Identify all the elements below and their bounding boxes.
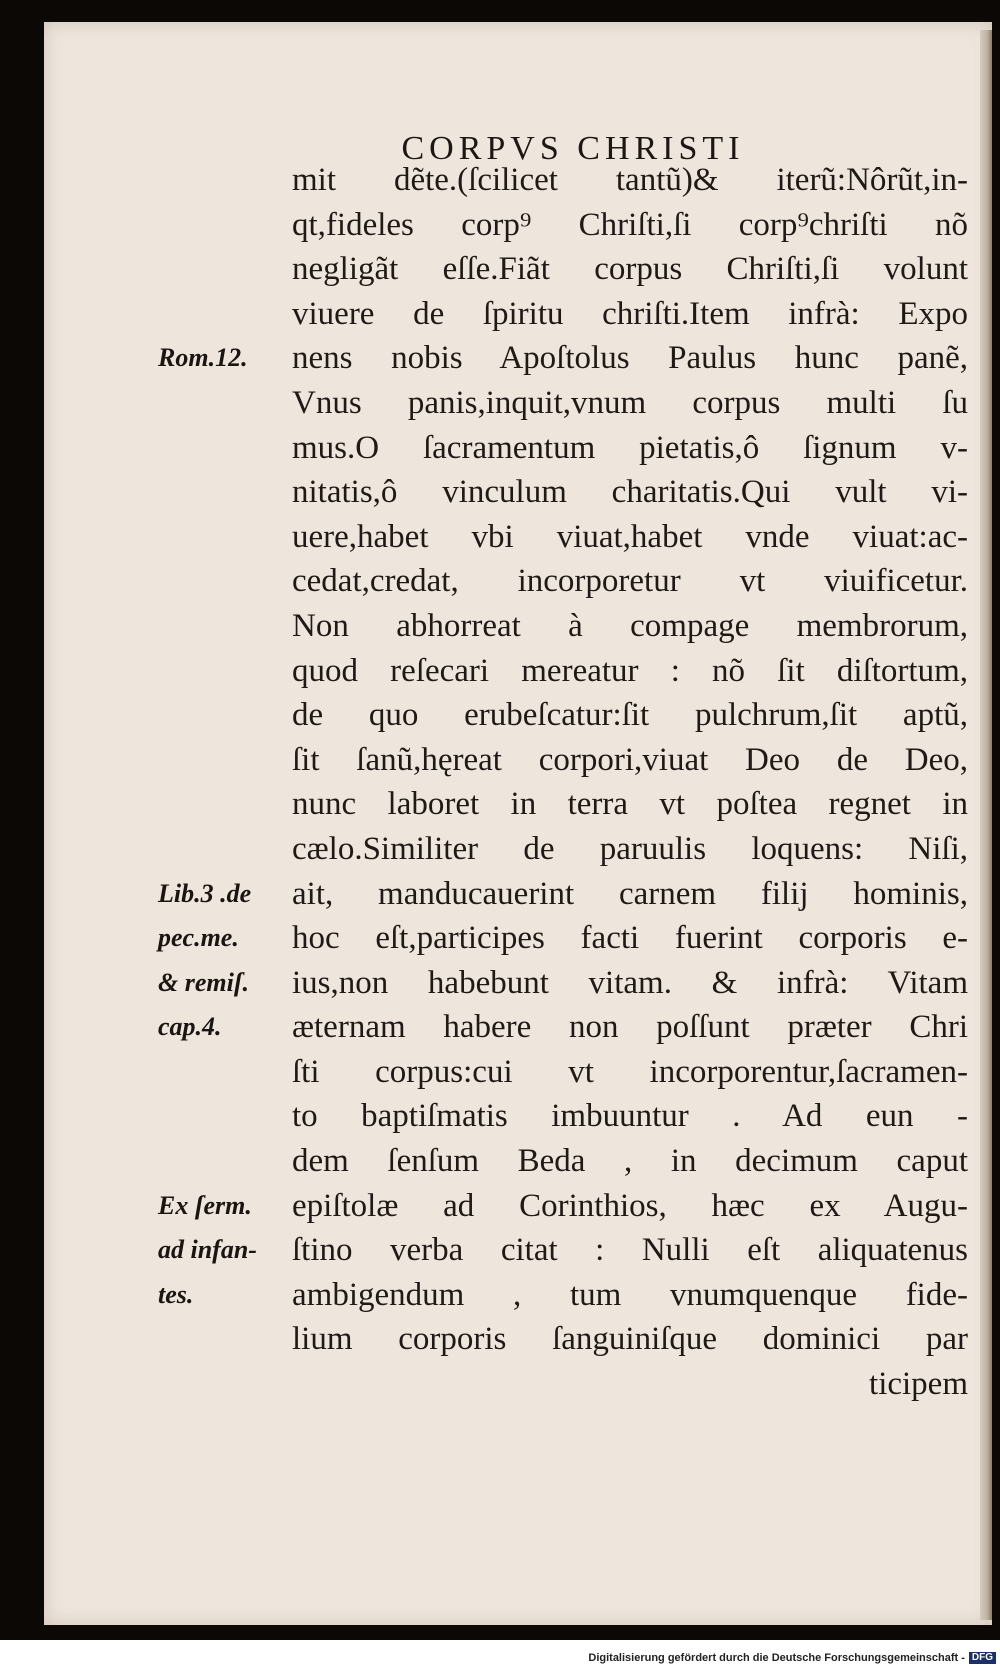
text-line: uere,habet vbi viuat,habet vnde viuat:ac- xyxy=(292,518,968,555)
text-line: ſit ſanũ,hęreat corpori,viuat Deo de Deo, xyxy=(292,741,968,778)
margin-note: Ex ſerm. xyxy=(158,1190,252,1220)
text-line: nunc laboret in terra vt poſtea regnet in xyxy=(292,786,968,823)
text-line: negligãt eſſe.Fiãt corpus Chriſti,ſi volunt xyxy=(292,251,968,288)
page-edge xyxy=(980,30,992,1620)
text-line: de quo erubeſcatur:ſit pulchrum,ſit aptũ, xyxy=(292,697,968,734)
text-line: cælo.Similiter de paruulis loquens: Niſi, xyxy=(292,830,968,867)
body-text xyxy=(292,158,968,1407)
text-line: mit dẽte.(ſcilicet tantũ)& iterũ:Nôrũt,in- xyxy=(292,162,968,198)
text-line: ait, manducauerint carnem filij hominis, xyxy=(292,875,968,912)
text-line: ius,non habebunt vitam. & infrà: Vitam xyxy=(292,964,968,1001)
margin-note: ad infan- xyxy=(158,1235,257,1265)
text-line: æternam habere non poſſunt præter Chri xyxy=(292,1009,968,1046)
text-line: epiſtolæ ad Corinthios, hæc ex Augu- xyxy=(292,1187,968,1224)
dfg-logo-icon: DFG xyxy=(969,1652,996,1664)
text-line: cedat,credat, incorporetur vt viuificetur. xyxy=(292,563,968,600)
text-line: ambigendum , tum vnumquenque fide- xyxy=(292,1276,968,1313)
text-line: mus.O ſacramentum pietatis,ô ſignum v- xyxy=(292,429,968,466)
margin-note: pec.me. xyxy=(158,923,239,953)
margin-note: Lib.3 .de xyxy=(158,878,252,908)
margin-note: & remiſ. xyxy=(158,967,249,997)
text-line: hoc eſt,participes facti fuerint corporis e- xyxy=(292,920,968,957)
margin-note: Rom.12. xyxy=(158,343,248,373)
text-line: quod reſecari mereatur : nõ ſit diſtortum, xyxy=(292,652,968,689)
text-line: Vnus panis,inquit,vnum corpus multi ſu xyxy=(292,384,968,421)
text-line: to baptiſmatis imbuuntur . Ad eun - xyxy=(292,1098,968,1135)
text-line: Non abhorreat à compage membrorum, xyxy=(292,607,968,644)
text-line: dem ſenſum Beda , in decimum caput xyxy=(292,1143,968,1180)
text-line: ſtino verba citat : Nulli eſt aliquatenus xyxy=(292,1232,968,1269)
text-line: viuere de ſpiritu chriſti.Item infrà: Expo xyxy=(292,295,968,332)
margin-note: cap.4. xyxy=(158,1012,222,1042)
footer-text: Digitalisierung gefördert durch die Deutsche Forschungsgemeinschaft - xyxy=(588,1652,965,1664)
footer-credit xyxy=(0,1652,996,1664)
margin-note: tes. xyxy=(158,1280,194,1309)
running-head: CORPVS CHRISTI xyxy=(401,130,745,167)
text-line: nens nobis Apoſtolus Paulus hunc panẽ, xyxy=(292,340,968,377)
text-line: ſti corpus:cui vt incorporentur,ſacramen- xyxy=(292,1053,968,1090)
text-line: nitatis,ô vinculum charitatis.Qui vult vi- xyxy=(292,474,968,511)
text-line: qt,fideles corp⁹ Chriſti,ſi corp⁹chriſti nõ xyxy=(292,206,968,243)
text-line: ticipem xyxy=(869,1366,968,1403)
text-line: lium corporis ſanguiniſque dominici par xyxy=(292,1321,968,1358)
